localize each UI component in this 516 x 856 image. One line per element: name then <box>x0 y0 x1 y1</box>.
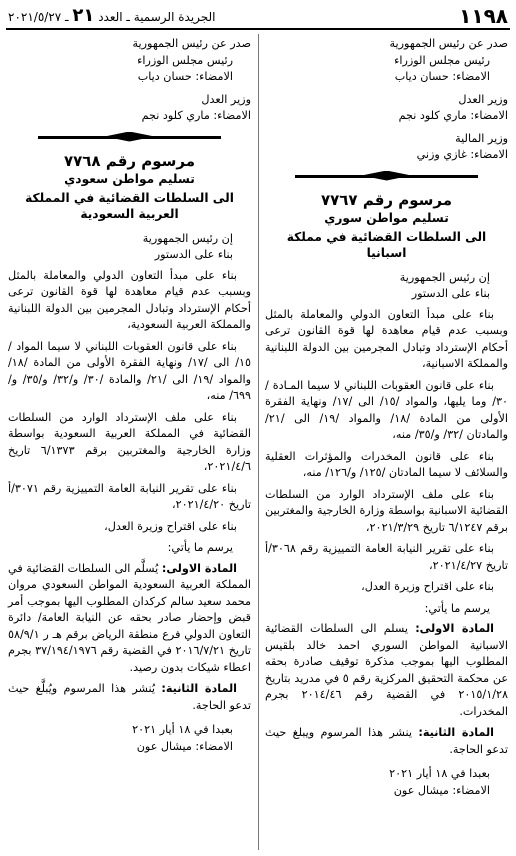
recital-4: بناء على تقرير النيابة العامة التمييزية رقم ٣٠٧١/أ تاريخ ٢٠٢١/٤/٢٠، <box>8 481 251 511</box>
issue-date: ـ ٢٠٢١/٥/٢٧ <box>8 10 69 24</box>
president-signature: الامضاء: ميشال عون <box>393 783 490 797</box>
article-1-text: يُسلَّم الى السلطات القضائية في المملكة العربية السعودية المواطن السعودي مروان محمد سعيد سالم كركدان المطلوب اليها بموجب أمر قبض وإحضار صادر بحقه عن النيابة العامة/ دائرة التعاون الدولي فرع منطقة الرياض برقم هـ ر ٥٨/٩/١ تاريخ ٢٠١٦/٧/٢١ في القضية رقم ٣٧/١٩٤/١٩٧٦ بجرم اعطاء شيكات بدون رصيد. <box>8 561 251 674</box>
recital-1: بناء على مبدأ التعاون الدولي والمعاملة بالمثل وبسبب عدم قيام معاهدة لها قوة القانون ترعى أحكام الإسترداد وتبادل المجرمين بين الدولة اللبنانية والمملكة الاسبانية، <box>265 307 508 370</box>
article-2-title: المادة الثانية: <box>161 682 237 695</box>
recital-2: بناء على قانون العقوبات اللبناني لا سيما المـادة /٣٠/ وما يليها، والمواد /١٥/ الى /١٧/ ونهاية الفقرة الأولى من المادة /١٨/ والمواد /١٩/ الى /٢١/ والمادتان /٣٢/ و/٣٥/ منه، <box>265 378 508 441</box>
right-column <box>265 36 508 799</box>
decrees-line: يرسم ما يأتي: <box>424 601 490 615</box>
article-2 <box>8 681 251 714</box>
justice-minister-title: وزير العدل <box>201 92 251 106</box>
article-2-title: المادة الثانية: <box>418 726 494 739</box>
constitution-line: بناء على الدستور <box>154 248 233 261</box>
recital-3: بناء على قانون المخدرات والمؤثرات العقلية والسلائف لا سيما المادتان /١٢٥/ و/١٢٦/ منه، <box>265 449 508 479</box>
pm-title: رئيس مجلس الوزراء <box>394 53 490 67</box>
decree-subtitle-2: الى السلطات القضائية في مملكة اسبانيا <box>286 229 487 260</box>
justice-minister-signature: الامضاء: ماري كلود نجم <box>398 109 508 122</box>
decree-date: بعبدا في ١٨ أيار ٢٠٢١ <box>389 767 490 780</box>
article-1 <box>265 621 508 720</box>
president-signature: الامضاء: ميشال عون <box>136 739 233 753</box>
decree-number: مرسوم رقم ٧٧٦٨ <box>63 151 196 170</box>
previous-decree-signatures <box>265 36 508 164</box>
article-1-title: المادة الاولى: <box>415 622 494 635</box>
issued-by: صدر عن رئيس الجمهورية <box>132 37 251 50</box>
constitution-line: بناء على الدستور <box>411 287 490 300</box>
article-2-text: ينشر هذا المرسوم ويبلغ حيث تدعو الحاجة. <box>265 726 508 756</box>
recital-4: بناء على ملف الإسترداد الوارد من السلطات القضائية الاسبانية بواسطة وزارة الخارجية والمغتربين برقم ٦/١٢٤٧ تاريخ ٢٠٢١/٣/٢٩، <box>265 487 508 534</box>
article-1-title: المادة الاولى: <box>161 561 238 575</box>
gazette-title <box>8 7 216 26</box>
decree-subtitle: تسليم مواطن سوري <box>324 211 449 225</box>
recital-1: بناء على مبدأ التعاون الدولي والمعاملة بالمثل وبسبب عدم قيام معاهدة لها قوة القانون ترعى أحكام الإسترداد وتبادل المجرمين بين الدولة اللبنانية والمملكة العربية السعودية، <box>8 268 251 331</box>
issue-number: ٢١ <box>72 5 95 26</box>
recital-6: بناء على اقتراح وزيرة العدل، <box>361 580 494 593</box>
recital-3: بناء على ملف الإسترداد الوارد من السلطات القضائية في المملكة العربية السعودية بواسطة وزارة الخارجية والمغتربين برقم ٦/١٣٧٣ تاريخ ٢٠٢١/٤/٦، <box>8 410 251 473</box>
article-2-text: يُنشر هذا المرسوم ويُبلَّغ حيث تدعو الحاجة. <box>8 682 251 712</box>
page-number: ١١٩٨ <box>459 4 508 28</box>
president-line: إن رئيس الجمهورية <box>399 270 490 284</box>
recital-5: بناء على تقرير النيابة العامة التمييزية رقم ٣٠٦٨/أ تاريخ ٢٠٢١/٤/٢٧، <box>265 542 508 572</box>
president-line: إن رئيس الجمهورية <box>142 231 233 245</box>
article-1 <box>8 561 251 677</box>
finance-minister-title: وزير المالية <box>455 131 508 145</box>
column-divider <box>258 34 259 850</box>
previous-decree-signatures <box>8 36 251 125</box>
decree-date: بعبدا في ١٨ أيار ٢٠٢١ <box>132 723 233 736</box>
justice-minister-signature: الامضاء: ماري كلود نجم <box>141 109 251 122</box>
decrees-line: يرسم ما يأتي: <box>167 541 233 554</box>
finance-minister-signature: الامضاء: غازي وزني <box>416 148 508 161</box>
justice-minister-title: وزير العدل <box>458 92 508 106</box>
section-ornament <box>265 170 508 182</box>
article-2 <box>265 725 508 758</box>
section-ornament <box>8 131 251 143</box>
decree-subtitle-2: الى السلطات القضائية في المملكة العربية السعودية <box>25 190 234 221</box>
page-header <box>6 4 510 30</box>
gazette-name: الجريدة الرسمية ـ العدد <box>98 10 216 24</box>
decree-number: مرسوم رقم ٧٧٦٧ <box>320 190 453 209</box>
pm-title: رئيس مجلس الوزراء <box>137 53 233 67</box>
issued-by: صدر عن رئيس الجمهورية <box>389 37 508 50</box>
pm-signature: الامضاء: حسان دياب <box>394 70 490 83</box>
left-column <box>8 36 251 755</box>
decree-subtitle: تسليم مواطن سعودي <box>64 172 195 186</box>
recital-5: بناء على اقتراح وزيرة العدل، <box>104 519 237 533</box>
pm-signature: الامضاء: حسان دياب <box>137 70 233 83</box>
article-1-text: يسلم الى السلطات القضائية الاسبانية المواطن السوري احمد خالد بلقيس المطلوب اليها بموجب مذكرة توقيف صادرة بحقه عن محكمة التحقيق المركزية رقم ٥ في مدريد بتاريخ ٢٠١٥/١/٢٨ في القضية رقم ٢٠١٤/٤٦ بجرم المخدرات. <box>265 622 509 718</box>
recital-2: بناء على قانون العقوبات اللبناني لا سيما المواد /١٥/ الى /١٧/ ونهاية الفقرة الأولى من المادة /١٨/ والمواد /١٩/ الى /٢١/ والمادة /٣٠/ و/٣٢/ و/٣٥/ و/٦٩٩/ منه، <box>8 339 251 402</box>
